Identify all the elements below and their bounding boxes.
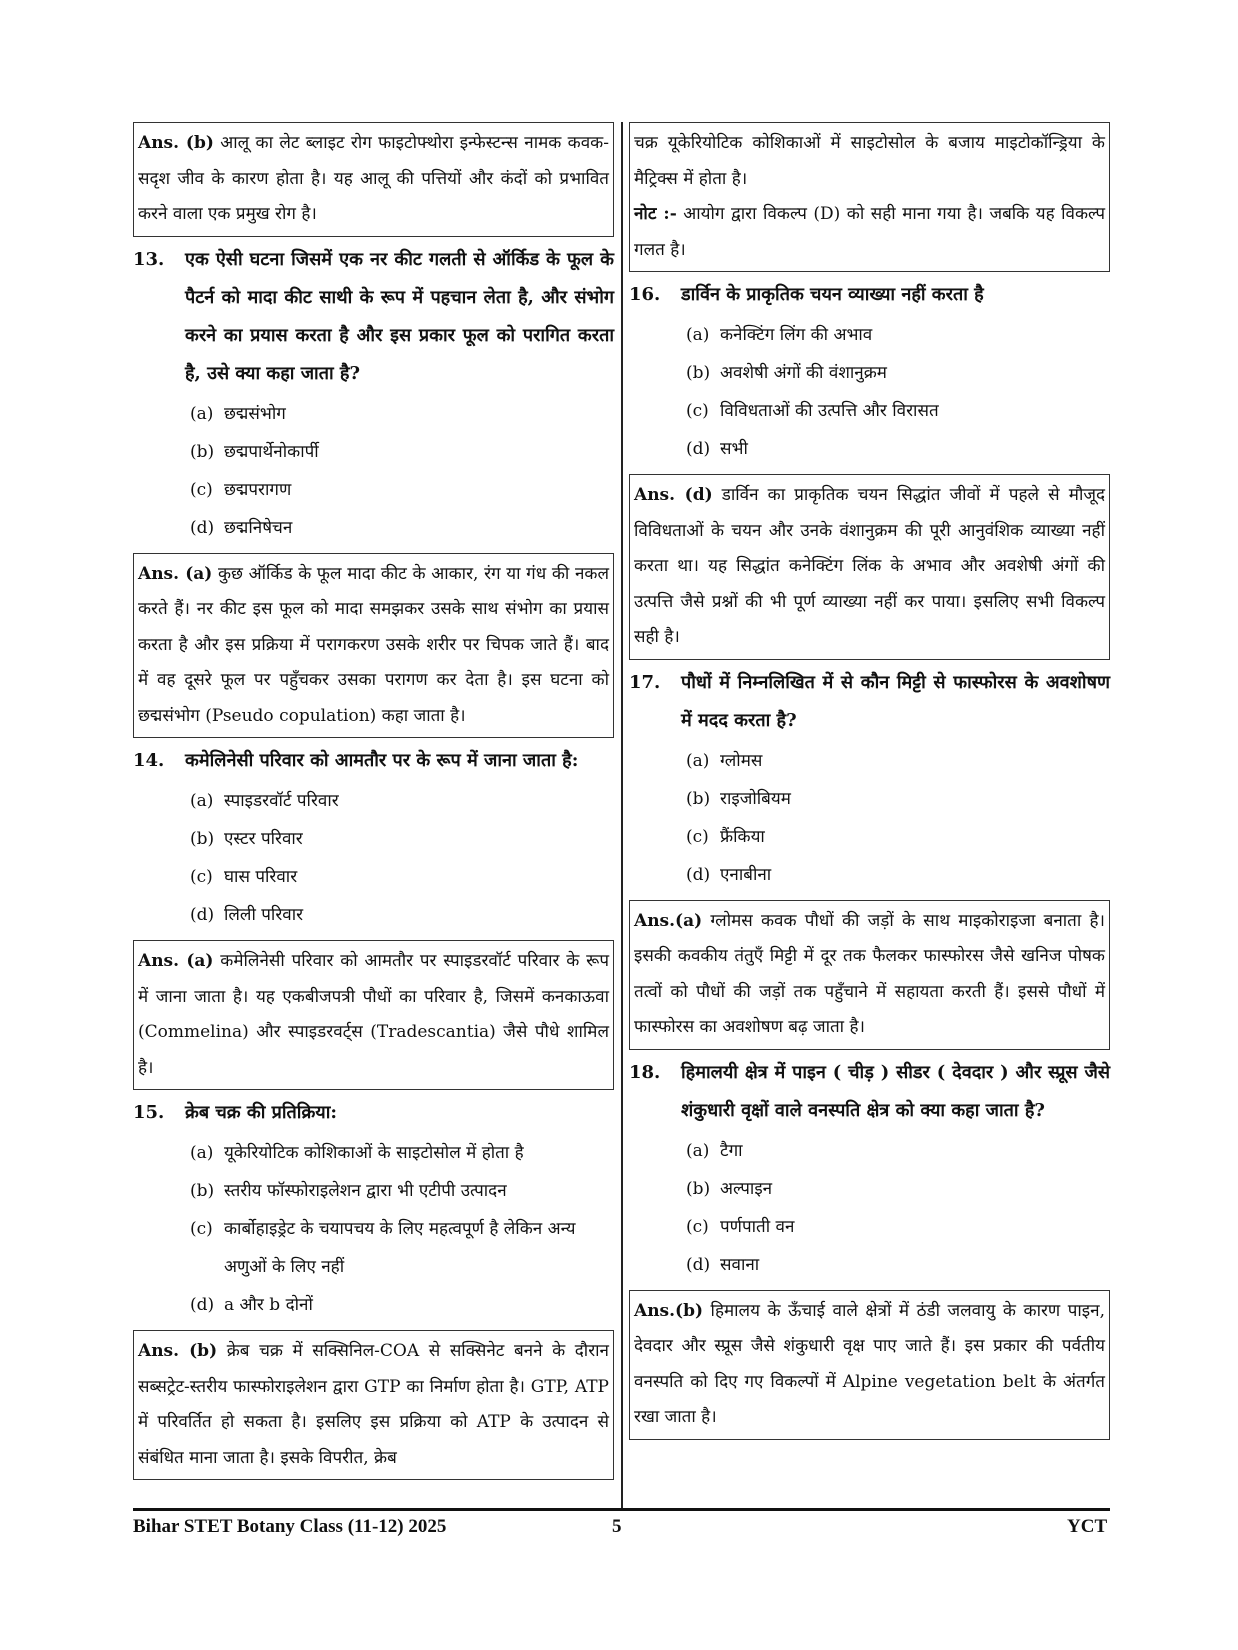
footer-rule <box>133 1508 1110 1511</box>
question-14 <box>133 742 614 780</box>
option-c: (c) विविधताओं की उत्पत्ति और विरासत <box>686 401 939 421</box>
options-16 <box>629 316 1110 468</box>
options-17 <box>629 742 1110 894</box>
answer-box-14 <box>133 940 614 1090</box>
answer-box-15 <box>133 1330 614 1480</box>
answer-label: Ans. (a) <box>138 951 214 971</box>
right-column <box>629 122 1110 1440</box>
option-d: (d) a और b दोनों <box>190 1295 313 1315</box>
question-text: पौधों में निम्नलिखित में से कौन मिट्टी से फास्फोरस के अवशोषण में मदद करता है? <box>681 671 1110 731</box>
question-number: 17. <box>629 671 661 693</box>
option-b: (b) राइजोबियम <box>686 788 791 809</box>
footer-page-number: 5 <box>612 1516 622 1537</box>
answer-box-13 <box>133 553 614 739</box>
option-c: (c) कार्बोहाइड्रेट के चयापचय के लिए महत्वपूर्ण है लेकिन अन्य अणुओं के लिए नहीं <box>190 1219 576 1277</box>
answer-text: कुछ ऑर्किड के फूल मादा कीट के आकार, रंग या गंध की नकल करते हैं। नर कीट इस फूल को मादा समझकर उसके साथ संभोग का प्रयास करता है और इस प्रक्रिया में परागकरण उसके शरीर पर चिपक जाते हैं। बाद में वह दूसरे फूल पर पहुँचकर उसका परागण कर देता है। इस घटना को छद्मसंभोग (Pseudo copulation) कहा जाता है। <box>138 563 609 726</box>
answer-label: Ans. (a) <box>138 563 213 584</box>
question-text: एक ऐसी घटना जिसमें एक नर कीट गलती से ऑर्किड के फूल के पैटर्न को मादा कीट साथी के रूप में पहचान लेता है, और संभोग करने का प्रयास करता है और इस प्रकार फूल को परागित करता है, उसे क्या कहा जाता है? <box>185 248 614 384</box>
answer-box-17 <box>629 900 1110 1050</box>
option-a: (a) यूकेरियोटिक कोशिकाओं के साइटोसोल में होता है <box>190 1143 524 1163</box>
options-15 <box>133 1134 614 1324</box>
options-18 <box>629 1132 1110 1284</box>
answer-text: चक्र यूकेरियोटिक कोशिकाओं में साइटोसोल के बजाय माइटोकॉन्ड्रिया के मैट्रिक्स में होता है। <box>634 133 1105 189</box>
answer-label: Ans. (d) <box>634 485 713 505</box>
question-text: डार्विन के प्राकृतिक चयन व्याख्या नहीं करता है <box>681 284 984 305</box>
answer-box-15-continued <box>629 122 1110 272</box>
option-a: (a) ग्लोमस <box>686 750 763 771</box>
option-a: (a) छद्मसंभोग <box>190 403 286 424</box>
answer-text: डार्विन का प्राकृतिक चयन सिद्धांत जीवों में पहले से मौजूद विविधताओं के चयन और उनके वंशानुक्रम की पूरी आनुवंशिक व्याख्या नहीं करता था। यह सिद्धांत कनेक्टिंग लिंक के अभाव और अवशेषी अंगों की उत्पत्ति जैसे प्रश्नों की भी पूर्ण व्याख्या नहीं कर पाया। इसलिए सभी विकल्प सही है। <box>634 485 1105 647</box>
question-number: 15. <box>133 1102 165 1123</box>
answer-label: Ans.(a) <box>634 910 703 931</box>
answer-text: क्रेब चक्र में सक्सिनिल-COA से सक्सिनेट बनने के दौरान सब्सट्रेट-स्तरीय फास्फोराइलेशन द्वारा GTP का निर्माण होता है। GTP, ATP में परिवर्तित हो सकता है। इसलिए इस प्रक्रिया को ATP के उत्पादन से संबंधित माना जाता है। इसके विपरीत, क्रेब <box>138 1341 609 1468</box>
answer-label: Ans. (b) <box>138 1341 218 1361</box>
answer-text: आलू का लेट ब्लाइट रोग फाइटोफ्थोरा इन्फेस्टन्स नामक कवक-सदृश जीव के कारण होता है। यह आलू की पत्तियों और कंदों को प्रभावित करने वाला एक प्रमुख रोग है। <box>138 133 609 224</box>
option-a: (a) स्पाइडरवॉर्ट परिवार <box>190 791 339 811</box>
option-c: (c) छद्मपरागण <box>190 479 292 500</box>
option-b: (b) स्तरीय फॉस्फोराइलेशन द्वारा भी एटीपी उत्पादन <box>190 1181 507 1201</box>
column-divider <box>621 122 623 1508</box>
option-a: (a) कनेक्टिंग लिंग की अभाव <box>686 325 873 345</box>
options-14 <box>133 782 614 934</box>
option-d: (d) सवाना <box>686 1254 760 1275</box>
option-c: (c) पर्णपाती वन <box>686 1216 795 1237</box>
footer-publisher: YCT <box>1067 1516 1108 1537</box>
option-c: (c) फ्रैंकिया <box>686 826 765 847</box>
options-13 <box>133 395 614 547</box>
option-d: (d) लिली परिवार <box>190 905 304 925</box>
question-16 <box>629 276 1110 314</box>
question-text: क्रेब चक्र की प्रतिक्रिया: <box>185 1102 338 1123</box>
option-b: (b) अवशेषी अंगों की वंशानुक्रम <box>686 363 887 383</box>
answer-box-18 <box>629 1290 1110 1440</box>
question-number: 16. <box>629 284 661 305</box>
question-number: 13. <box>133 248 165 270</box>
option-b: (b) अल्पाइन <box>686 1178 773 1199</box>
question-17 <box>629 664 1110 740</box>
question-text: कमेलिनेसी परिवार को आमतौर पर के रूप में जाना जाता है: <box>185 750 579 771</box>
option-a: (a) टैगा <box>686 1140 743 1161</box>
option-b: (b) एस्टर परिवार <box>190 829 303 849</box>
question-text: हिमालयी क्षेत्र में पाइन ( चीड़ ) सीडर ( देवदार ) और स्प्रूस जैसे शंकुधारी वृक्षों वाले वनस्पति क्षेत्र को क्या कहा जाता है? <box>681 1061 1110 1121</box>
answer-text: ग्लोमस कवक पौधों की जड़ों के साथ माइकोराइजा बनाता है। इसकी कवकीय तंतुएँ मिट्टी में दूर तक फैलकर फास्फोरस जैसे खनिज पोषक तत्वों को पौधों की जड़ों तक पहुँचाने में सहायता करती हैं। इससे पौधों में फास्फोरस का अवशोषण बढ़ जाता है। <box>634 910 1105 1037</box>
footer-book-title: Bihar STET Botany Class (11-12) 2025 <box>133 1516 447 1537</box>
question-15 <box>133 1094 614 1132</box>
answer-text: हिमालय के ऊँचाई वाले क्षेत्रों में ठंडी जलवायु के कारण पाइन, देवदार और स्प्रूस जैसे शंकुधारी वृक्ष पाए जाते हैं। इस प्रकार की पर्वतीय वनस्पति को दिए गए विकल्पों में Alpine vegetation belt के अंतर्गत रखा जाता है। <box>634 1300 1105 1427</box>
question-13 <box>133 241 614 393</box>
option-c: (c) घास परिवार <box>190 867 298 887</box>
left-column <box>133 122 614 1480</box>
question-18 <box>629 1054 1110 1130</box>
question-number: 14. <box>133 750 165 771</box>
answer-box-16 <box>629 474 1110 660</box>
answer-text: कमेलिनेसी परिवार को आमतौर पर स्पाइडरवॉर्ट परिवार के रूप में जाना जाता है। यह एकबीजपत्री पौधों का परिवार है, जिसमें कनकाऊवा (Commelina) और स्पाइडरवर्ट्स (Tradescantia) जैसे पौधे शामिल है। <box>138 951 610 1078</box>
question-number: 18. <box>629 1061 661 1083</box>
answer-box-12 <box>133 122 614 237</box>
option-b: (b) छद्मपार्थेनोकार्पी <box>190 441 319 462</box>
note-label: नोट :- <box>634 204 677 224</box>
note-text: आयोग द्वारा विकल्प (D) को सही माना गया है। जबकि यह विकल्प गलत है। <box>634 204 1105 260</box>
option-d: (d) एनाबीना <box>686 864 772 885</box>
option-d: (d) छद्मनिषेचन <box>190 517 293 538</box>
answer-label: Ans. (b) <box>138 133 214 153</box>
option-d: (d) सभी <box>686 439 748 459</box>
answer-label: Ans.(b) <box>634 1300 704 1321</box>
